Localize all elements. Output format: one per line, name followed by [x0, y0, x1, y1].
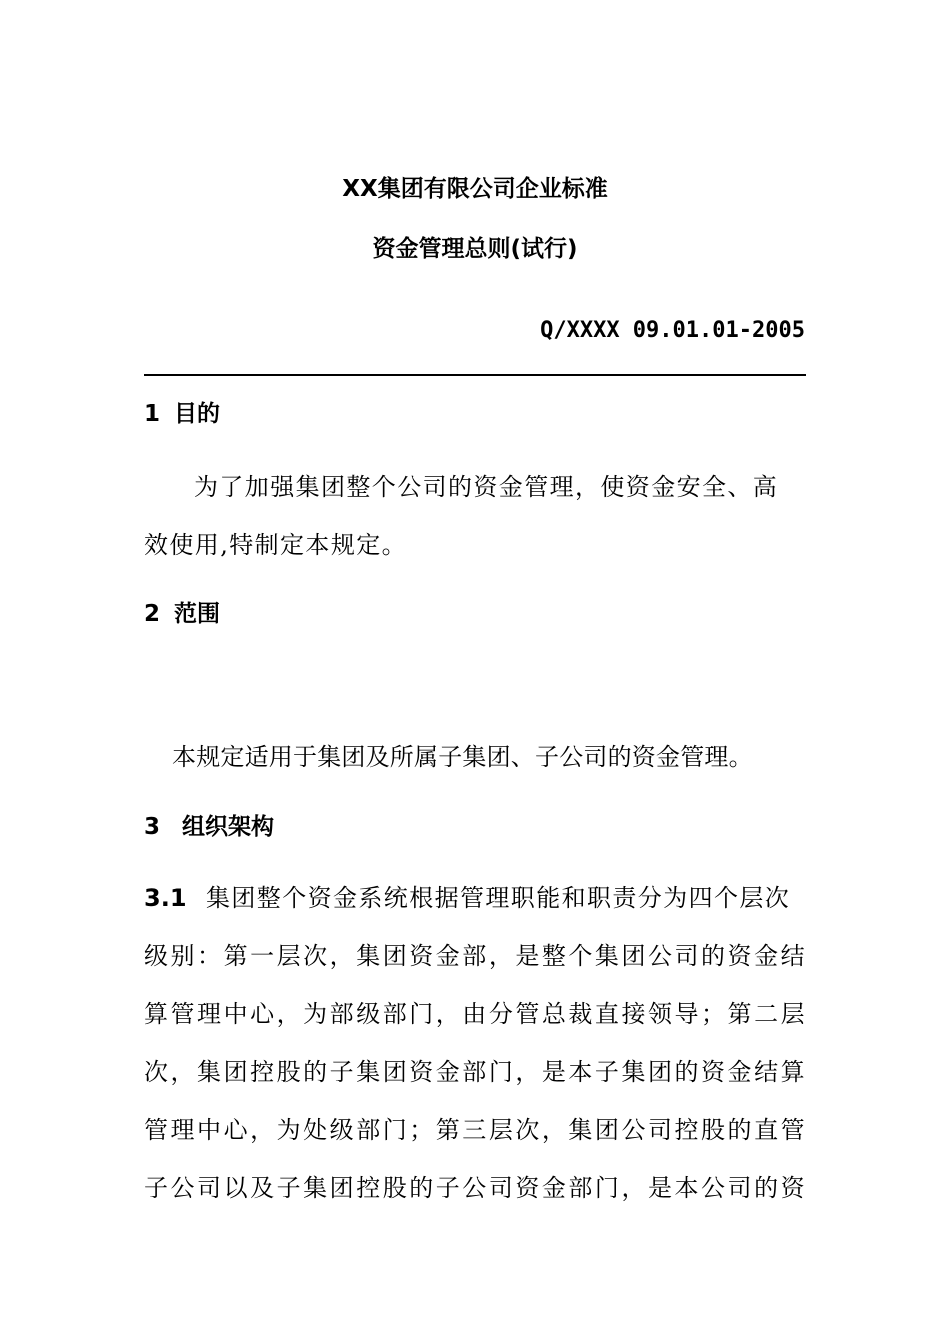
section-1-heading: [144, 399, 220, 429]
paragraph-line: 集团整个资金系统根据管理职能和职责分为四个层次: [206, 884, 791, 912]
section-3-title: 组织架构: [182, 814, 274, 840]
document-code: Q/XXXX 09.01.01-2005: [540, 318, 805, 343]
document-subtitle: 资金管理总则(试行): [372, 236, 578, 262]
section-1-number: 1: [144, 401, 161, 427]
paragraph-line: 管理中心，为处级部门；第三层次，集团公司控股的直管: [144, 1116, 806, 1144]
section-3-heading: [144, 812, 274, 842]
paragraph-line: 子公司以及子集团控股的子公司资金部门，是本公司的资: [144, 1174, 806, 1202]
section-1-title: 目的: [174, 401, 220, 427]
section-2-title: 范围: [174, 601, 220, 627]
subsection-3-1-first-line: [144, 881, 806, 915]
section-3-number: 3: [144, 814, 161, 840]
paragraph-line: 级别：第一层次，集团资金部，是整个集团公司的资金结: [144, 942, 806, 970]
paragraph-line: 次，集团控股的子集团资金部门，是本子集团的资金结算: [144, 1058, 806, 1086]
paragraph-line: 本规定适用于集团及所属子集团、子公司的资金管理。: [172, 743, 753, 771]
section-2-heading: [144, 599, 220, 629]
paragraph-line: 算管理中心，为部级部门，由分管总裁直接领导；第二层: [144, 1000, 806, 1028]
subsection-3-1-number: 3.1: [144, 884, 187, 912]
paragraph-line: 为了加强集团整个公司的资金管理，使资金安全、高: [194, 473, 779, 501]
paragraph-line: 效使用,特制定本规定。: [144, 531, 408, 559]
document-title: XX集团有限公司企业标准: [342, 176, 608, 202]
section-2-number: 2: [144, 601, 161, 627]
header-divider: [144, 374, 806, 376]
